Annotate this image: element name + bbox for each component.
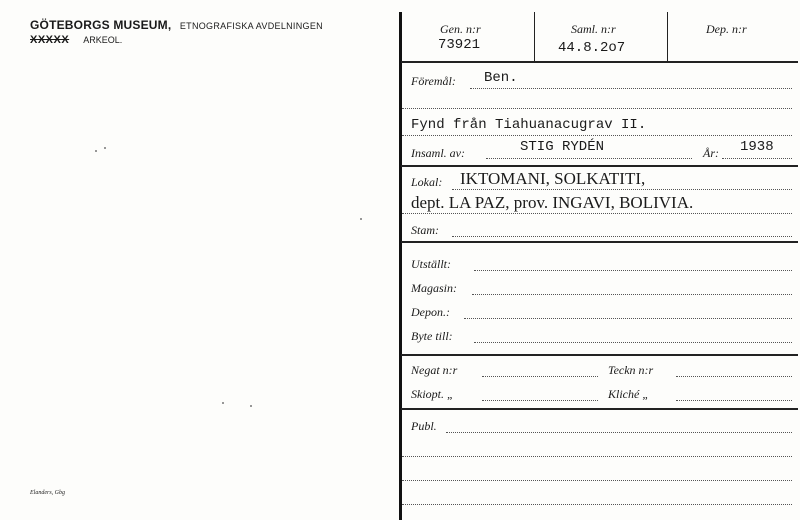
- paper-speck: [360, 218, 362, 220]
- sub-department: ARKEOL.: [83, 35, 123, 45]
- negat-dotline: [482, 376, 598, 377]
- insaml-value: STIG RYDÉN: [520, 139, 605, 155]
- stam-dotline: [452, 236, 792, 237]
- dotted-line: [402, 456, 792, 457]
- utstallt-dotline: [474, 270, 792, 271]
- magasin-label: Magasin:: [411, 281, 457, 295]
- dep-number-label: Dep. n:r: [706, 22, 747, 36]
- foremal-dotline: [470, 88, 792, 89]
- depon-dotline: [464, 318, 792, 319]
- insaml-label: Insaml. av:: [411, 146, 465, 160]
- teckn-label: Teckn n:r: [608, 363, 654, 377]
- magasin-dotline: [472, 294, 792, 295]
- foremal-value: Ben.: [484, 70, 518, 86]
- column-separator: [534, 12, 535, 62]
- section-rule: [401, 241, 798, 243]
- fynd-text: Fynd från Tiahuanacugrav II.: [411, 117, 647, 133]
- form-left-border: [399, 12, 402, 520]
- depon-label: Depon.:: [411, 305, 450, 319]
- dotted-line: [402, 213, 792, 214]
- dotted-line: [402, 108, 792, 109]
- saml-number-value: 44.8.2o7: [558, 40, 626, 56]
- paper-speck: [104, 147, 106, 149]
- gen-number-value: 73921: [438, 37, 481, 53]
- column-separator: [667, 12, 668, 62]
- struck-text: XXXXX: [30, 34, 70, 46]
- ar-label: År:: [703, 146, 719, 160]
- byte-label: Byte till:: [411, 329, 453, 343]
- saml-number-label: Saml. n:r: [571, 22, 616, 36]
- section-rule: [401, 165, 798, 167]
- stam-label: Stam:: [411, 223, 439, 237]
- lokal-line-1: IKTOMANI, SOLKATITI,: [460, 169, 646, 188]
- paper-speck: [250, 405, 252, 407]
- skiopt-label: Skiopt. „: [411, 387, 454, 401]
- ar-dotline: [722, 158, 792, 159]
- department-name: ETNOGRAFISKA AVDELNINGEN: [179, 21, 323, 31]
- section-rule: [401, 61, 798, 63]
- lokal-label: Lokal:: [411, 175, 443, 189]
- sub-header: [30, 34, 122, 46]
- card-header: [30, 16, 323, 34]
- negat-label: Negat n:r: [411, 363, 458, 377]
- foremal-label: Föremål:: [411, 74, 456, 88]
- kliche-label: Kliché „: [608, 387, 649, 401]
- teckn-dotline: [676, 376, 792, 377]
- dotted-line: [402, 504, 792, 505]
- section-rule: [401, 408, 798, 410]
- byte-dotline: [474, 342, 792, 343]
- paper-speck: [95, 150, 97, 152]
- section-rule: [401, 354, 798, 356]
- gen-number-label: Gen. n:r: [440, 22, 481, 36]
- ar-value: 1938: [740, 139, 774, 155]
- dotted-line: [402, 135, 792, 136]
- printer-imprint: Elanders, Gbg: [30, 490, 65, 496]
- insaml-dotline: [486, 158, 692, 159]
- lokal-line-2: dept. LA PAZ, prov. INGAVI, BOLIVIA.: [411, 193, 694, 212]
- lokal-dotline: [452, 189, 792, 190]
- dotted-line: [402, 480, 792, 481]
- publ-label: Publ.: [411, 419, 437, 433]
- kliche-dotline: [676, 400, 792, 401]
- skiopt-dotline: [482, 400, 598, 401]
- utstallt-label: Utställt:: [411, 257, 452, 271]
- museum-name: GÖTEBORGS MUSEUM,: [30, 18, 172, 32]
- publ-dotline: [446, 432, 792, 433]
- paper-speck: [222, 402, 224, 404]
